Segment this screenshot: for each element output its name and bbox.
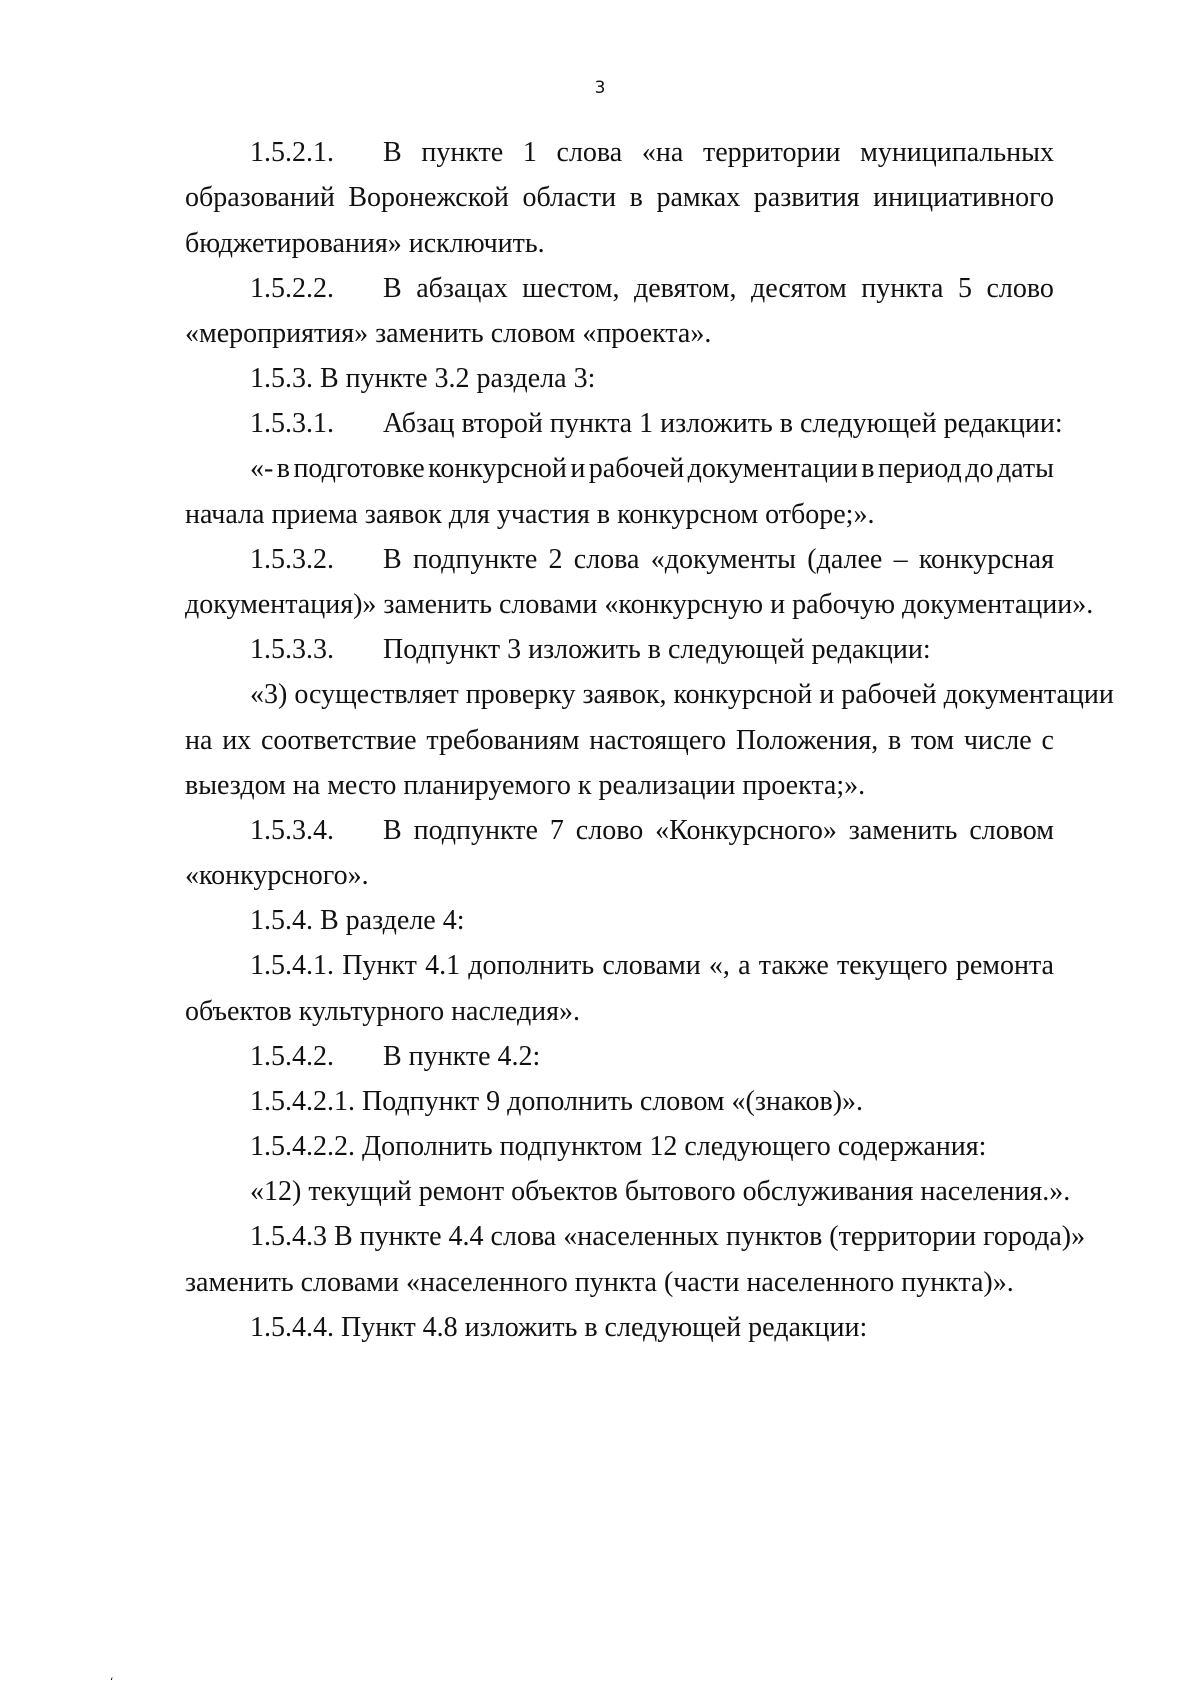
paragraph-line: 1.5.4.4. Пункт 4.8 изложить в следующей редакции: (250, 1312, 868, 1343)
paragraph-line: «12) текущий ремонт объектов бытового обслуживания населения.». (250, 1176, 1071, 1207)
item-number: 1.5.2.1. (250, 137, 334, 168)
word: развития (753, 182, 860, 213)
word: с (1041, 725, 1054, 756)
word: (далее (807, 544, 883, 575)
word: В (383, 544, 402, 575)
section-heading: 1.5.4. В разделе 4: (250, 905, 465, 936)
item-number: 1.5.2.2. (250, 273, 334, 304)
stray-mark: ʻ (110, 1675, 114, 1688)
word: подпункте (412, 544, 538, 575)
paragraph-line (185, 181, 1054, 215)
word: 4.1 (425, 950, 461, 981)
word: территории (702, 137, 841, 168)
paragraph-line: «3) осуществляет проверку заявок, конкурсной и рабочей документации (250, 679, 1114, 710)
word: шестом, (522, 273, 620, 304)
word: инициативного (873, 182, 1054, 213)
word: пункте (421, 137, 504, 168)
paragraph-line: документация)» заменить словами «конкурсную и рабочую документации». (185, 589, 1094, 620)
word: текущего (836, 950, 948, 981)
section-heading: 1.5.3. В пункте 3.2 раздела 3: (250, 363, 596, 394)
word: «документы (650, 544, 796, 575)
word: муниципальных (860, 137, 1054, 168)
word: на (185, 725, 213, 756)
paragraph-line (383, 543, 1054, 577)
word: «- (250, 453, 274, 484)
word: 2 (548, 544, 563, 575)
paragraph-line: Подпункт 3 изложить в следующей редакции: (383, 634, 931, 665)
word: девятом, (633, 273, 737, 304)
word: словом (969, 815, 1054, 846)
paragraph-line: объектов культурного наследия». (185, 996, 581, 1027)
word: – (893, 544, 908, 575)
word: Пункт (342, 950, 417, 981)
paragraph-line: начала приема заявок для участия в конкурсном отборе;». (185, 499, 875, 530)
word: в (629, 182, 643, 213)
word: В (383, 137, 402, 168)
paragraph-line (250, 452, 1054, 486)
paragraph-line: Абзац второй пункта 1 изложить в следующей редакции: (383, 408, 1063, 439)
paragraph-line (383, 814, 1054, 848)
paragraph-line: бюджетирования» исключить. (185, 228, 545, 259)
paragraph-line (250, 949, 1054, 983)
item-number: 1.5.4.2. (250, 1041, 334, 1072)
paragraph-line: «мероприятия» заменить словом «проекта». (185, 318, 712, 349)
word: Воронежской (348, 182, 509, 213)
word: соответствие (260, 725, 417, 756)
word: В (383, 815, 402, 846)
word: период (877, 453, 962, 484)
word: 7 (549, 815, 564, 846)
word: конкурсной (428, 453, 567, 484)
word: настоящего (589, 725, 727, 756)
word: даты (996, 453, 1054, 484)
word: В (383, 273, 402, 304)
paragraph-line: 1.5.4.2.2. Дополнить подпунктом 12 следующего содержания: (250, 1131, 987, 1162)
paragraph-line: «конкурсного». (185, 860, 369, 891)
item-number: 1.5.3.1. (250, 408, 334, 439)
word: десятом (750, 273, 847, 304)
word: 5 (957, 273, 972, 304)
paragraph-line: выездом на место планируемого к реализации проекта;». (185, 770, 866, 801)
word: пункта (861, 273, 944, 304)
paragraph-line (383, 136, 1054, 170)
word: слово (575, 815, 644, 846)
word: «, (708, 950, 730, 981)
word: словами (602, 950, 701, 981)
paragraph-line (383, 272, 1054, 306)
word: подпункте (413, 815, 538, 846)
word: числе (963, 725, 1032, 756)
word: подготовке (293, 453, 425, 484)
word: 1 (522, 137, 537, 168)
word: слова (573, 544, 640, 575)
item-number: 1.5.3.4. (250, 815, 334, 846)
paragraph-line: 1.5.4.3 В пункте 4.4 слова «населенных пунктов (территории города)» (250, 1221, 1086, 1252)
page-number: 3 (594, 78, 606, 98)
word: а (738, 950, 751, 981)
word: в (861, 453, 875, 484)
word: Положения, (735, 725, 879, 756)
word: дополнить (468, 950, 595, 981)
paragraph-line: заменить словами «населенного пункта (части населенного пункта)». (185, 1267, 1014, 1298)
word: и (570, 453, 586, 484)
paragraph-line (185, 724, 1054, 758)
word: рамках (656, 182, 741, 213)
word: том (910, 725, 955, 756)
item-number: 1.5.3.2. (250, 544, 334, 575)
word: «Конкурсного» (655, 815, 837, 846)
word: рабочей (588, 453, 685, 484)
word: абзацах (416, 273, 508, 304)
item-number: 1.5.3.3. (250, 634, 334, 665)
word: документации (687, 453, 858, 484)
word: их (222, 725, 252, 756)
word: также (758, 950, 829, 981)
word: образований (185, 182, 335, 213)
word: 1.5.4.1. (250, 950, 334, 981)
word: заменить (848, 815, 958, 846)
word: области (522, 182, 617, 213)
word: ремонта (955, 950, 1054, 981)
word: слово (986, 273, 1054, 304)
paragraph-line: В пункте 4.2: (383, 1041, 541, 1072)
word: до (965, 453, 994, 484)
word: конкурсная (918, 544, 1054, 575)
word: в (276, 453, 290, 484)
word: слова (556, 137, 623, 168)
word: «на (641, 137, 684, 168)
word: требованиям (426, 725, 580, 756)
paragraph-line: 1.5.4.2.1. Подпункт 9 дополнить словом «(знаков)». (250, 1086, 864, 1117)
word: в (887, 725, 902, 756)
